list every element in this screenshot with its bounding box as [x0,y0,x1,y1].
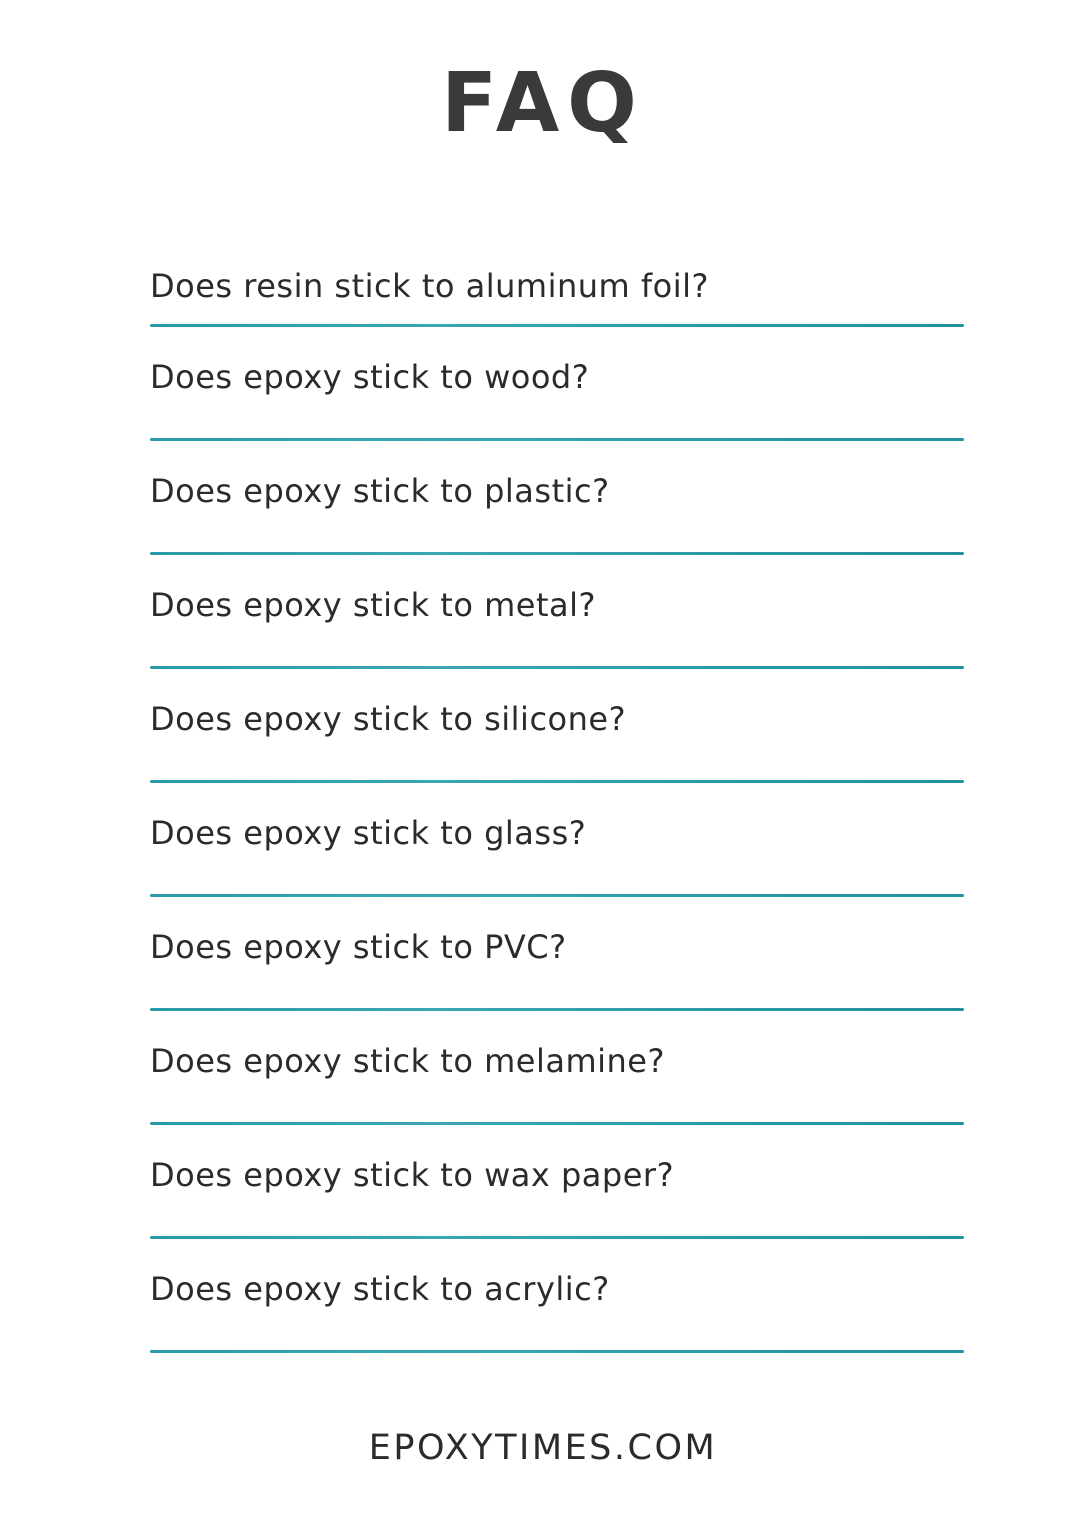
faq-item [150,258,964,327]
faq-item [150,555,964,669]
faq-question: Does epoxy stick to PVC? [150,928,567,966]
faq-question: Does epoxy stick to acrylic? [150,1270,610,1308]
faq-question: Does epoxy stick to melamine? [150,1042,665,1080]
faq-item [150,1011,964,1125]
faq-item [150,1239,964,1353]
faq-question: Does epoxy stick to wood? [150,358,590,396]
footer-website: EPOXYTIMES.COM [368,1428,718,1468]
faq-question: Does epoxy stick to wax paper? [150,1156,675,1194]
faq-list [150,258,964,1353]
faq-question: Does epoxy stick to silicone? [150,700,627,738]
faq-item [150,1125,964,1239]
page-title: FAQ [441,56,645,151]
faq-item [150,897,964,1011]
answer-line [150,1350,964,1353]
faq-item [150,669,964,783]
faq-question: Does epoxy stick to metal? [150,586,596,624]
faq-question: Does epoxy stick to glass? [150,814,587,852]
faq-item [150,783,964,897]
faq-question: Does resin stick to aluminum foil? [150,267,709,305]
faq-question: Does epoxy stick to plastic? [150,472,610,510]
faq-item [150,441,964,555]
faq-item [150,327,964,441]
